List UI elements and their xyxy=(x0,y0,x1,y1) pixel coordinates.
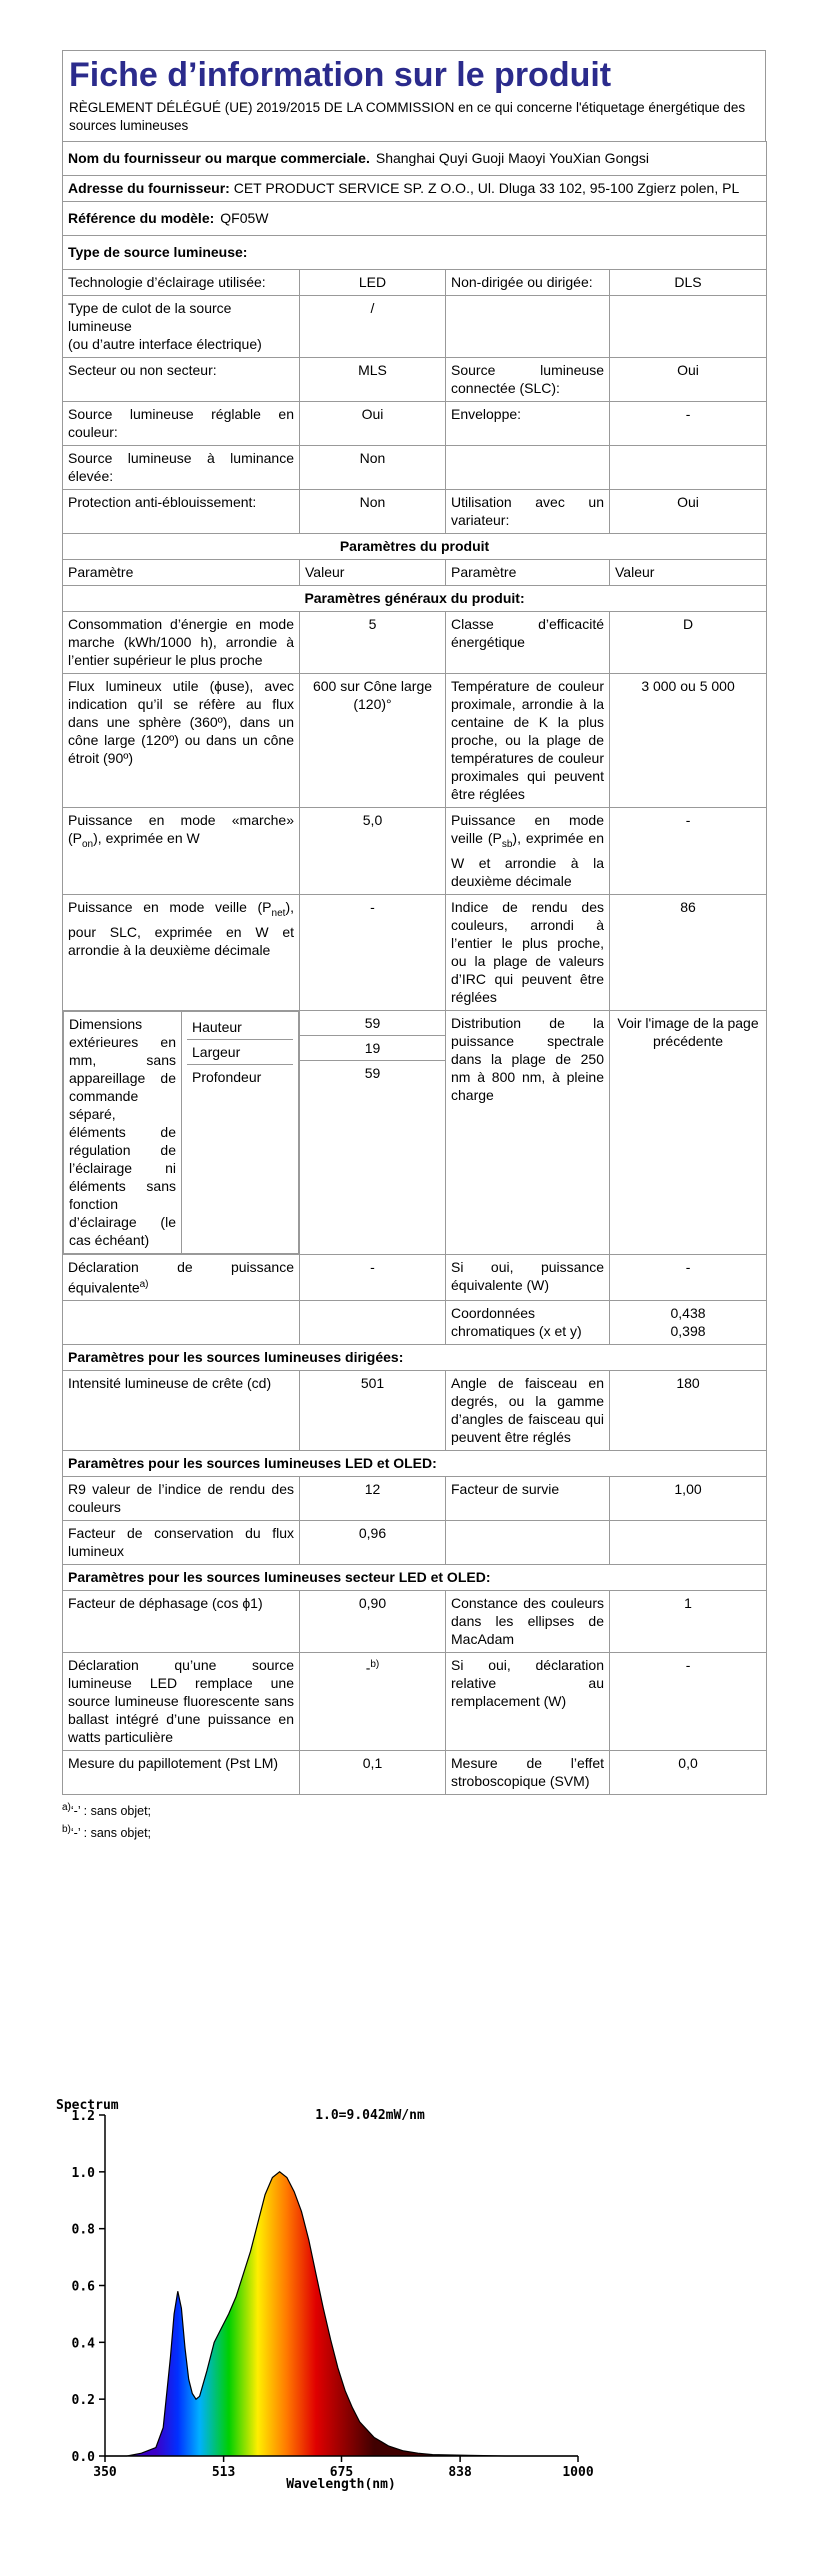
row-flicker: Mesure du papillotement (Pst LM) 0,1 Mesure de l’effet stroboscopique (SVM) 0,0 xyxy=(63,1751,767,1795)
section-heading-mains-led: Paramètres pour les sources lumineuses secteur LED et OLED: xyxy=(63,1565,767,1591)
product-table xyxy=(62,141,767,1795)
regulation-text: RÈGLEMENT DÉLÉGUÉ (UE) 2019/2015 DE LA COMMISSION en ce qui concerne l'étiquetage énergétique des sources lumineuses xyxy=(69,100,746,133)
type-row-high-luminance: Source lumineuse à luminance élevée: Non xyxy=(63,446,767,490)
y-tick-label: 1.0 xyxy=(71,2165,95,2181)
dimensions-subtable: Dimensions extérieures en mm, sans appareillage de commande séparé, éléments de régulation de l’éclairage ni éléments sans fonction d’éclairage (le cas échéant) Hauteur Largeur Profondeur xyxy=(63,1011,299,1254)
section-heading-led: Paramètres pour les sources lumineuses LED et OLED: xyxy=(63,1451,767,1477)
type-row-colour-tunable: Source lumineuse réglable en couleur: Oui Enveloppe: - xyxy=(63,402,767,446)
model-label: Référence du modèle: xyxy=(68,210,215,226)
page-title: Fiche d’information sur le produit xyxy=(69,56,612,94)
row-networked-standby: Puissance en mode veille $(P_{net})$, pour SLC, exprimée en W et arrondie à la deuxième décimale - Indice de rendu des couleurs, arrondi à l’entier le plus proche, ou la plage de valeurs d’IRC qui peuvent être réglées 86 xyxy=(63,894,767,1010)
type-row-anti-glare: Protection anti-éblouissement: Non Utilisation avec un variateur: Oui xyxy=(63,490,767,534)
address-row xyxy=(63,176,767,202)
section-heading-directional: Paramètres pour les sources lumineuses dirigées: xyxy=(63,1345,767,1371)
spectrum-area xyxy=(105,2172,578,2456)
x-tick-label: 350 xyxy=(93,2465,117,2480)
column-header-row: Paramètre Valeur Paramètre Valeur xyxy=(63,560,767,586)
footnote-b: $^{b)}$‘-’ : sans objet; xyxy=(62,1823,152,1840)
row-consumption: Consommation d’énergie en mode marche (kWh/1000 h), arrondie à l’entier supérieur le plus proche 5 Classe d’efficacité énergétique D xyxy=(63,612,767,674)
x-tick-label: 838 xyxy=(448,2465,472,2480)
chart-title: Spectrum xyxy=(56,2098,119,2113)
section-heading-type: Type de source lumineuse: xyxy=(63,236,767,270)
row-chromaticity: Coordonnées chromatiques (x et y) 0,438 0,398 xyxy=(63,1301,767,1345)
type-row-mains: Secteur ou non secteur: MLS Source lumineuse connectée (SLC): Oui xyxy=(63,358,767,402)
row-r9: R9 valeur de l’indice de rendu des couleurs 12 Facteur de survie 1,00 xyxy=(63,1477,767,1521)
x-tick-label: 1000 xyxy=(562,2465,594,2480)
type-row-technology: Technologie d’éclairage utilisée: LED Non-dirigée ou dirigée: DLS xyxy=(63,270,767,296)
y-tick-label: 0.6 xyxy=(71,2279,95,2295)
type-row-cap: Type de culot de la source lumineuse (ou d’autre interface électrique) / xyxy=(63,296,767,358)
footnotes xyxy=(62,1799,766,1841)
section-heading-general: Paramètres généraux du produit: xyxy=(63,586,767,612)
y-tick-label: 0.2 xyxy=(71,2393,95,2409)
address-value: CET PRODUCT SERVICE SP. Z O.O., Ul. Dluga 33 102, 95-100 Zgierz polen, PL xyxy=(233,180,740,196)
supplier-row xyxy=(63,142,767,176)
product-information-sheet xyxy=(62,50,766,1842)
row-displacement-factor: Facteur de déphasage (cos ϕ1) 0,90 Constance des couleurs dans les ellipses de MacAdam 1 xyxy=(63,1591,767,1653)
model-value: QF05W xyxy=(220,210,269,226)
y-tick-label: 1.2 xyxy=(71,2109,95,2124)
footnote-a: $^{a)}$‘-’ : sans objet; xyxy=(62,1802,152,1819)
row-luminous-flux: Flux lumineux utile (ϕuse), avec indication qu’il se réfère au flux dans une sphère (360º), dans un cône large (120º) ou dans un cône étroit (90º) 600 sur Cône large (120)° Température de couleur proximale, arrondie à la centaine de K la plus proche, ou la plage de températures de couleur proximales qui peuvent être réglées 3 000 ou 5 000 xyxy=(63,674,767,808)
model-row xyxy=(63,202,767,236)
row-flux-maintenance: Facteur de conservation du flux lumineux 0,96 xyxy=(63,1521,767,1565)
row-replacement-claim: Déclaration qu’une source lumineuse LED remplace une source lumineuse fluorescente sans ballast intégré d’une puissance en watts particulière -$^{b)}$ Si oui, déclaration relative au remplacement (W) - xyxy=(63,1653,767,1751)
supplier-value: Shanghai Quyi Guoji Maoyi YouXian Gongsi xyxy=(375,150,650,166)
x-tick-label: 513 xyxy=(211,2465,236,2480)
address-label: Adresse du fournisseur: xyxy=(68,180,230,196)
chart-annotation: 1.0=9.042mW/nm xyxy=(315,2108,425,2123)
y-tick-label: 0.0 xyxy=(71,2450,95,2465)
row-on-mode-power: Puissance en mode «marche» $(P_{on})$, exprimée en W 5,0 Puissance en mode veille $(P_{sb})$, exprimée en W et arrondie à la deuxième décimale - xyxy=(63,808,767,895)
y-axis-ticks xyxy=(72,2109,105,2465)
header-box xyxy=(62,50,766,141)
y-tick-label: 0.4 xyxy=(71,2336,95,2352)
section-heading-product-params: Paramètres du produit xyxy=(63,534,767,560)
row-dimensions: Dimensions extérieures en mm, sans appareillage de commande séparé, éléments de régulation de l’éclairage ni éléments sans fonction d’éclairage (le cas échéant) Hauteur Largeur Profondeur 59 19 59 Distribution de la puissance spectrale dans la plage de 250 nm à 800 nm, à pleine charge Voir l'image de la page précédente xyxy=(63,1010,767,1254)
row-peak-intensity: Intensité lumineuse de crête (cd) 501 Angle de faisceau en degrés, ou la gamme d’angles de faisceau qui peuvent être réglés 180 xyxy=(63,1371,767,1451)
y-tick-label: 0.8 xyxy=(71,2222,95,2238)
supplier-label: Nom du fournisseur ou marque commerciale. xyxy=(68,150,370,166)
x-axis-label: Wavelength(nm) xyxy=(286,2477,396,2492)
spectrum-chart xyxy=(50,2095,610,2495)
x-tick-label: 675 xyxy=(329,2465,354,2480)
row-equivalent-power: Déclaration de puissance équivalente$^{a)}$ - Si oui, puissance équivalente (W) - xyxy=(63,1254,767,1301)
